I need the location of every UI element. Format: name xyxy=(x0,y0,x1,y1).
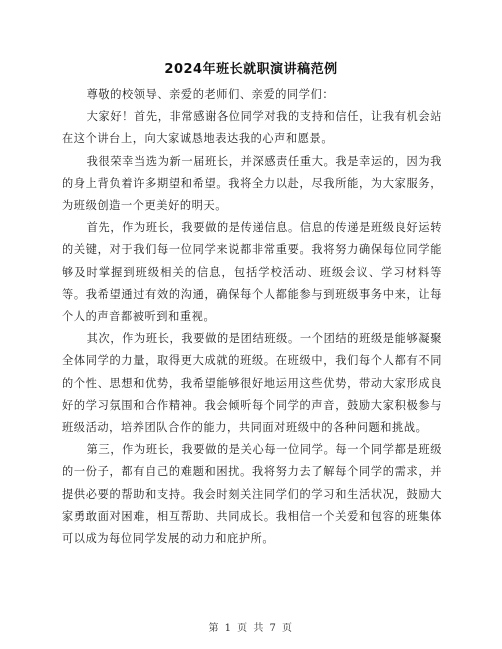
paragraph-care: 第三，作为班长，我要做的是关心每一位同学。每一个同学都是班级的一份子，都有自己的难题和困扰。我将努力去了解每个同学的需求，并提供必要的帮助和支持。我会时刻关注同学们的学习和生活状况，鼓励大家勇敢面对困难，相互帮助、共同成长。我相信一个关爱和包容的班集体可以成为每位同学发展的动力和庇护所。 xyxy=(62,443,442,546)
salutation: 尊敬的校领导、亲爱的老师们、亲爱的同学们： xyxy=(86,88,335,101)
paragraph-unity: 其次，作为班长，我要做的是团结班级。一个团结的班级是能够凝聚全体同学的力量，取得更大成就的班级。在班级中，我们每个人都有不同的个性、思想和优势，我希望能够很好地运用这些优势，带动大家形成良好的学习氛围和合作精神。我会倾听每个同学的声音，鼓励大家积极参与班级活动，培养团队合作的能力，共同面对班级中的各种问题和挑战。 xyxy=(62,332,442,435)
page-number: 第 1 页 共 7 页 xyxy=(208,623,294,634)
document-title: 2024年班长就职演讲稿范例 xyxy=(164,62,338,77)
paragraph-greeting: 大家好！首先，非常感谢各位同学对我的支持和信任，让我有机会站在这个讲台上，向大家诚恳地表达我的心声和愿景。 xyxy=(62,110,442,146)
paragraph-information: 首先，作为班长，我要做的是传递信息。信息的传递是班级良好运转的关键，对于我们每一位同学来说都非常重要。我将努力确保每位同学能够及时掌握到班级相关的信息，包括学校活动、班级会议、学习材料等等。我希望通过有效的沟通，确保每个人都能参与到班级事务中来，让每个人的声音都被听到和重视。 xyxy=(62,221,442,324)
document-body xyxy=(62,84,442,550)
paragraph-honor: 我很荣幸当选为新一届班长，并深感责任重大。我是幸运的，因为我的身上背负着许多期望和希望。我将全力以赴，尽我所能，为大家服务，为班级创造一个更美好的明天。 xyxy=(62,154,442,213)
